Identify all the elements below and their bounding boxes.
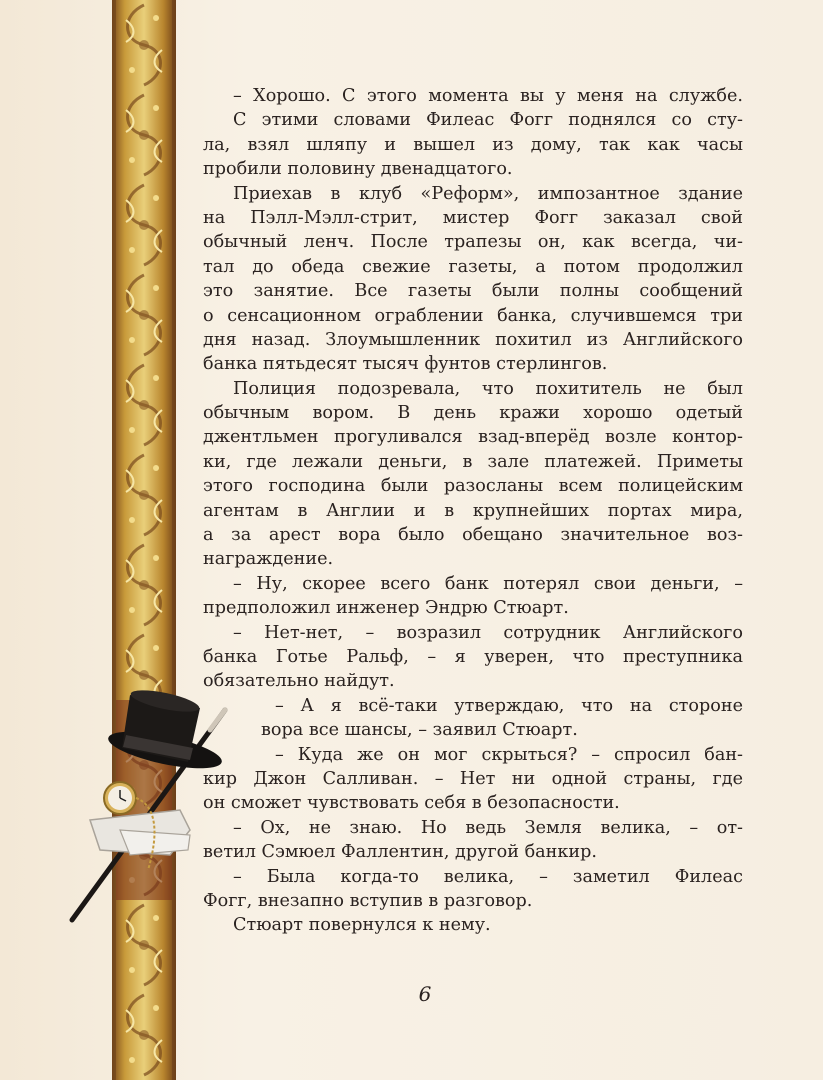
text-line: Приехав в клуб «Реформ», импозантное здание (233, 183, 743, 204)
text-line: кир Джон Салливан. – Нет ни одной страны, где (203, 768, 743, 789)
text-line: обязательно найдут. (203, 671, 395, 692)
text-line: ветил Сэмюел Фаллентин, другой банкир. (203, 842, 597, 863)
text-line: вора все шансы, – заявил Стюарт. (261, 720, 578, 741)
text-line: агентам в Англии и в крупнейших портах мира, (203, 500, 743, 521)
text-line: это занятие. Все газеты были полны сообщений (203, 281, 743, 302)
text-line: Полиция подозревала, что похититель не был (233, 378, 743, 399)
text-line: – Ох, не знаю. Но ведь Земля велика, – от- (233, 817, 743, 838)
page-number: 6 (418, 982, 432, 1006)
text-line: банка пятьдесят тысяч фунтов стерлингов. (203, 354, 608, 375)
text-line: он сможет чувствовать себя в безопасности. (203, 793, 620, 814)
text-line: предположил инженер Эндрю Стюарт. (203, 598, 569, 619)
text-line: – Была когда-то велика, – заметил Филеас (233, 866, 743, 887)
text-line: тал до обеда свежие газеты, а потом продолжил (203, 256, 743, 277)
text-line: пробили половину двенадцатого. (203, 159, 513, 180)
text-line: обычный ленч. После трапезы он, как всегда, чи- (203, 232, 743, 253)
gloves-icon (90, 810, 190, 855)
text-line: – Нет-нет, – возразил сотрудник Английского (233, 622, 743, 643)
text-line: на Пэлл-Мэлл-стрит, мистер Фогг заказал свой (203, 207, 743, 228)
text-line: о сенсационном ограблении банка, случившемся три (203, 305, 743, 326)
text-line: этого господина были разосланы всем полицейским (203, 476, 743, 497)
text-line: – Куда же он мог скрыться? – спросил бан- (275, 744, 743, 765)
text-line: награждение. (203, 549, 334, 570)
body-text (203, 84, 743, 938)
text-line: джентльмен прогуливался взад-вперёд возле контор- (203, 427, 743, 448)
text-line: ла, взял шляпу и вышел из дому, так как часы (203, 134, 743, 155)
text-line: ки, где лежали деньги, в зале платежей. Приметы (203, 451, 743, 472)
text-line: – Хорошо. С этого момента вы у меня на службе. (233, 86, 743, 106)
text-line: обычным вором. В день кражи хорошо одетый (203, 403, 743, 424)
text-line: банка Готье Ральф, – я уверен, что преступника (203, 646, 743, 667)
text-line: а за арест вора было обещано значительное воз- (203, 525, 743, 546)
text-line: – А я всё-таки утверждаю, что на стороне (275, 695, 743, 716)
text-line: С этими словами Филеас Фогг поднялся со сту- (233, 110, 743, 131)
text-line: Стюарт повернулся к нему. (233, 915, 491, 936)
text-line: дня назад. Злоумышленник похитил из Английского (203, 329, 743, 350)
text-line: Фогг, внезапно вступив в разговор. (203, 890, 533, 911)
text-line: – Ну, скорее всего банк потерял свои деньги, – (233, 573, 743, 594)
